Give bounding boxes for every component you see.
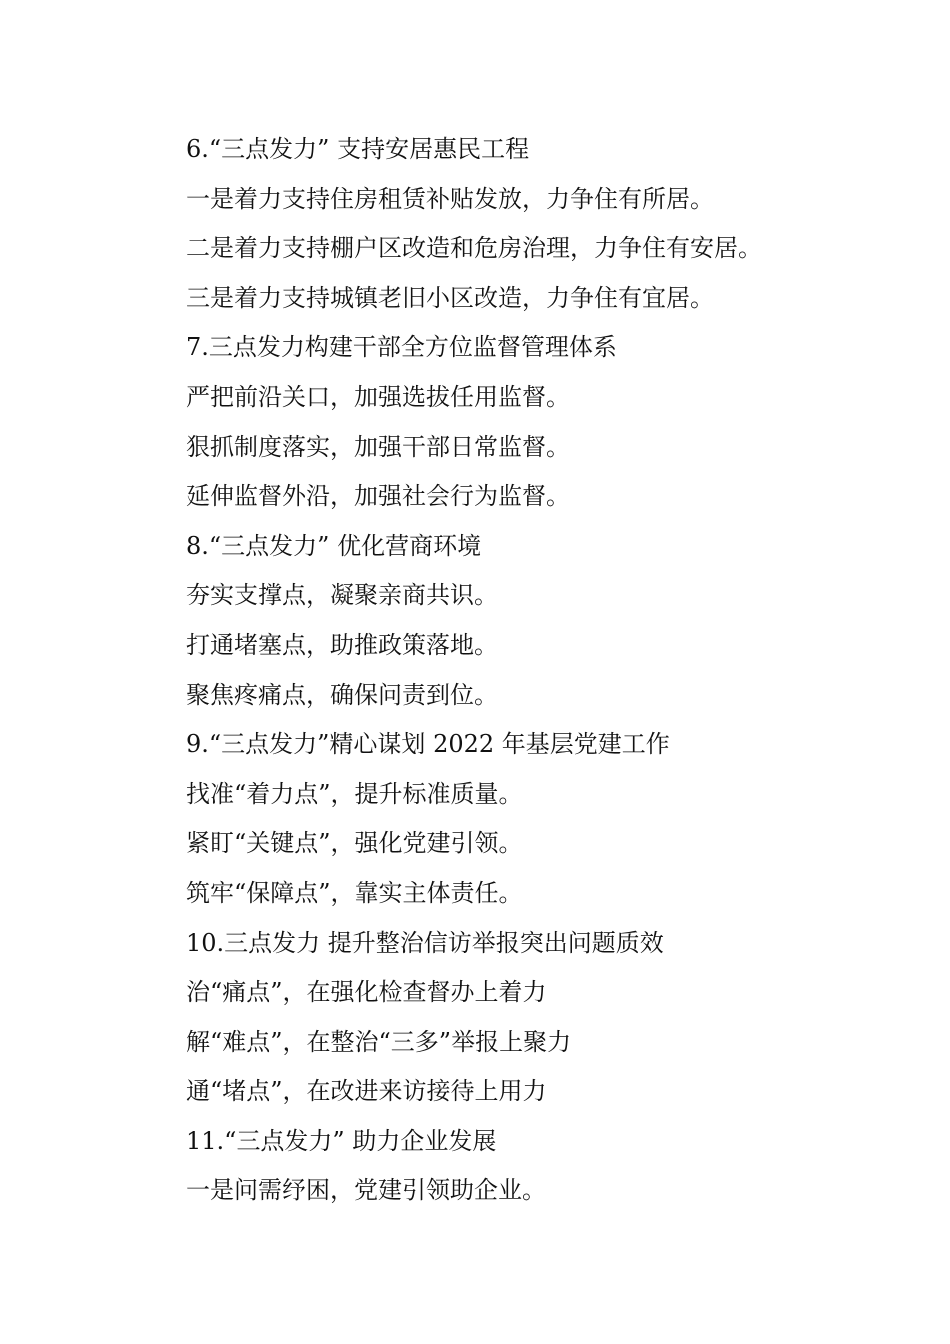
paragraph-line: 二是着力支持棚户区改造和危房治理，力争住有安居。 bbox=[186, 234, 762, 263]
section-heading-8: 8.“三点发力” 优化营商环境 bbox=[186, 531, 482, 560]
paragraph-line: 一是着力支持住房租赁补贴发放，力争住有所居。 bbox=[186, 184, 714, 213]
paragraph-line: 找准“着力点”，提升标准质量。 bbox=[186, 779, 523, 808]
paragraph-line: 聚焦疼痛点，确保问责到位。 bbox=[186, 680, 498, 709]
section-heading-6: 6.“三点发力” 支持安居惠民工程 bbox=[186, 135, 530, 163]
paragraph-line: 严把前沿关口，加强选拔任用监督。 bbox=[186, 382, 570, 411]
section-heading-9: 9.“三点发力”精心谋划 2022 年基层党建工作 bbox=[186, 730, 670, 759]
paragraph-line: 筑牢“保障点”，靠实主体责任。 bbox=[186, 878, 523, 907]
paragraph-line: 延伸监督外沿，加强社会行为监督。 bbox=[186, 482, 570, 511]
section-heading-11: 11.“三点发力” 助力企业发展 bbox=[186, 1126, 497, 1155]
document-body bbox=[186, 125, 906, 1216]
paragraph-line: 三是着力支持城镇老旧小区改造，力争住有宜居。 bbox=[186, 283, 714, 312]
section-heading-10: 10.三点发力 提升整治信访举报突出问题质效 bbox=[186, 928, 664, 957]
paragraph-line: 紧盯“关键点”，强化党建引领。 bbox=[186, 829, 523, 858]
paragraph-line: 解“难点”，在整治“三多”举报上聚力 bbox=[186, 1027, 572, 1056]
paragraph-line: 治“痛点”，在强化检查督办上着力 bbox=[186, 978, 547, 1007]
paragraph-line: 一是问需纾困，党建引领助企业。 bbox=[186, 1176, 546, 1205]
section-heading-7: 7.三点发力构建干部全方位监督管理体系 bbox=[186, 333, 617, 362]
paragraph-line: 通“堵点”，在改进来访接待上用力 bbox=[186, 1077, 547, 1106]
paragraph-line: 夯实支撑点，凝聚亲商共识。 bbox=[186, 581, 498, 610]
paragraph-line: 打通堵塞点，助推政策落地。 bbox=[186, 630, 498, 659]
paragraph-line: 狠抓制度落实，加强干部日常监督。 bbox=[186, 432, 570, 461]
